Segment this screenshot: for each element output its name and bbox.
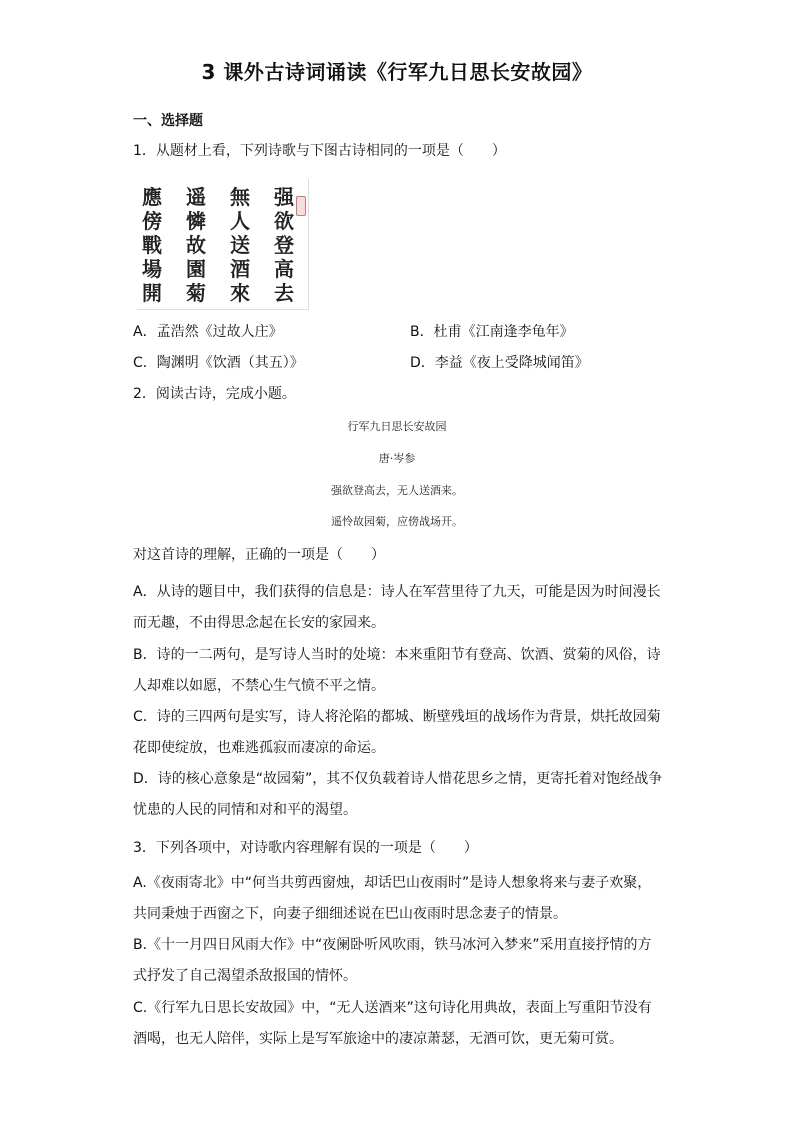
- q1-option-c[interactable]: C．陶渊明《饮酒（其五）》: [133, 355, 304, 371]
- poem-author: 唐·岑参: [378, 452, 416, 465]
- seal-stamp-icon: [296, 196, 306, 216]
- calligraphy-column: 强 欲 登 高 去: [274, 185, 294, 305]
- question-3-stem: 3．下列各项中，对诗歌内容理解有误的一项是（ ）: [133, 840, 478, 856]
- q2-option-d[interactable]: D．诗的核心意象是“故园菊”，其不仅负载着诗人惜花思乡之情，更寄托着对饱经战争忧患的人民的同情和对和平的渴望。: [133, 771, 663, 818]
- section-heading: 一、选择题: [133, 113, 203, 129]
- page-title: 3 课外古诗词诵读《行军九日思长安故园》: [201, 60, 593, 84]
- poem-title: 行军九日思长安故园: [347, 420, 447, 433]
- q1-option-a[interactable]: A．孟浩然《过故人庄》: [133, 324, 283, 340]
- q1-option-b[interactable]: B．杜甫《江南逢李龟年》: [410, 324, 574, 340]
- q2-option-c[interactable]: C．诗的三四两句是实写，诗人将沦陷的都城、断壁残垣的战场作为背景，烘托故园菊花即使绽放，也难逃孤寂而凄凉的命运。: [133, 709, 661, 756]
- q2-option-b[interactable]: B．诗的一二两句，是写诗人当时的处境：本来重阳节有登高、饮酒、赏菊的风俗，诗人却难以如愿，不禁心生气愤不平之情。: [133, 647, 661, 694]
- question-2-stem: 2．阅读古诗，完成小题。: [133, 386, 296, 402]
- calligraphy-column: 無 人 送 酒 來: [230, 185, 250, 305]
- poem-line-2: 遥怜故园菊，应傍战场开。: [331, 515, 463, 528]
- poem-line-1: 强欲登高去，无人送酒来。: [331, 484, 463, 497]
- calligraphy-image: [137, 179, 309, 310]
- calligraphy-column: 應 傍 戰 場 開: [142, 185, 162, 305]
- calligraphy-column: 遥 憐 故 園 菊: [186, 185, 206, 305]
- q3-option-c[interactable]: C.《行军九日思长安故园》中，“无人送酒来”这句诗化用典故，表面上写重阳节没有酒喝，也无人陪伴，实际上是写军旅途中的凄凉萧瑟，无酒可饮，更无菊可赏。: [133, 1000, 652, 1047]
- q3-option-b[interactable]: B.《十一月四日风雨大作》中“夜阑卧听风吹雨，铁马冰河入梦来”采用直接抒情的方式抒发了自己渴望杀敌报国的情怀。: [133, 937, 652, 984]
- question-1-stem: 1．从题材上看，下列诗歌与下图古诗相同的一项是（ ）: [133, 143, 506, 159]
- question-2-prompt: 对这首诗的理解，正确的一项是（ ）: [133, 547, 385, 563]
- q3-option-a[interactable]: A.《夜雨寄北》中“何当共剪西窗烛，却话巴山夜雨时”是诗人想象将来与妻子欢聚，共同秉烛于西窗之下，向妻子细细述说在巴山夜雨时思念妻子的情景。: [133, 875, 652, 922]
- q1-option-d[interactable]: D．李益《夜上受降城闻笛》: [410, 355, 589, 371]
- q2-option-a[interactable]: A．从诗的题目中，我们获得的信息是：诗人在军营里待了九天，可能是因为时间漫长而无趣，不由得思念起在长安的家园来。: [133, 584, 661, 631]
